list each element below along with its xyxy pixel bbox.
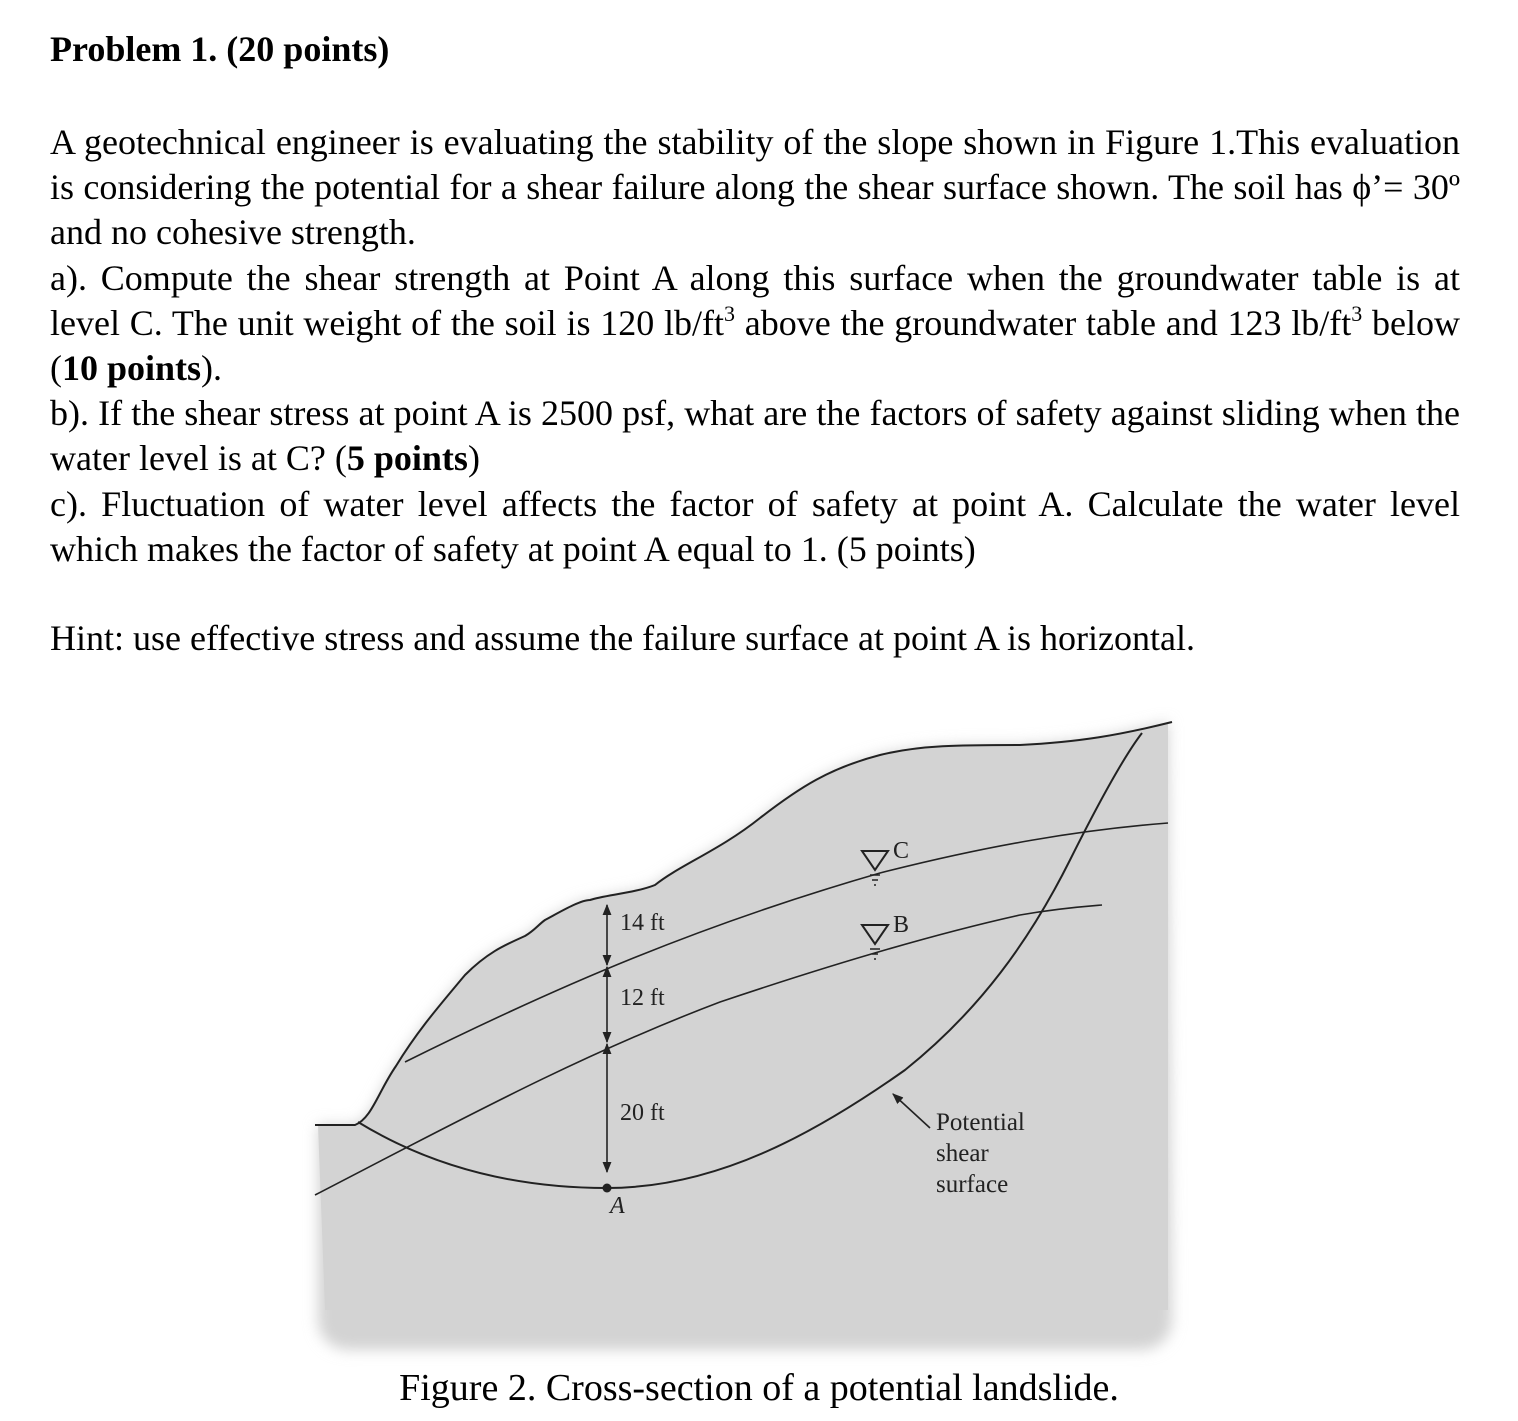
label-12ft: 12 ft <box>620 985 665 1011</box>
label-water-c: C <box>893 838 910 864</box>
part-b: b). If the shear stress at point A is 2500 psf, what are the factors of safety against sliding when the water level is at C? (5 points) <box>50 393 1460 479</box>
label-14ft: 14 ft <box>620 910 665 936</box>
part-a: a). Compute the shear strength at Point A along this surface when the groundwater table is at level C. The unit weight of the soil is 120 $lb/ft^3$ above the groundwater table and 123 $lb/ft^3$ below (10 points). <box>50 257 1461 389</box>
figure-caption: Figure 2. Cross-section of a potential landslide. <box>399 1367 1119 1409</box>
label-point-a: A <box>610 1193 625 1219</box>
part-c: c). Fluctuation of water level affects the factor of safety at point A. Calculate the water level which makes the factor of safety at point A equal to 1. (5 points) <box>50 483 1460 569</box>
label-water-b: B <box>893 912 910 938</box>
label-shear-1: Potential <box>936 1109 1025 1136</box>
hint-text: Hint: use effective stress and assume the failure surface at point A is horizontal. <box>50 618 1196 658</box>
ground-mass-core <box>318 722 1168 1310</box>
label-20ft: 20 ft <box>620 1100 665 1126</box>
label-shear-2: shear <box>936 1140 989 1167</box>
point-a <box>603 1184 612 1193</box>
problem-title: Problem 1. (20 points) <box>50 29 390 69</box>
label-shear-3: surface <box>936 1171 1009 1198</box>
problem-intro: A geotechnical engineer is evaluating the stability of the slope shown in Figure 1.This evaluation is considering the potential for a shear failure along the shear surface shown. The soil has ϕ’= 30º and no cohesive strength. <box>50 122 1460 253</box>
